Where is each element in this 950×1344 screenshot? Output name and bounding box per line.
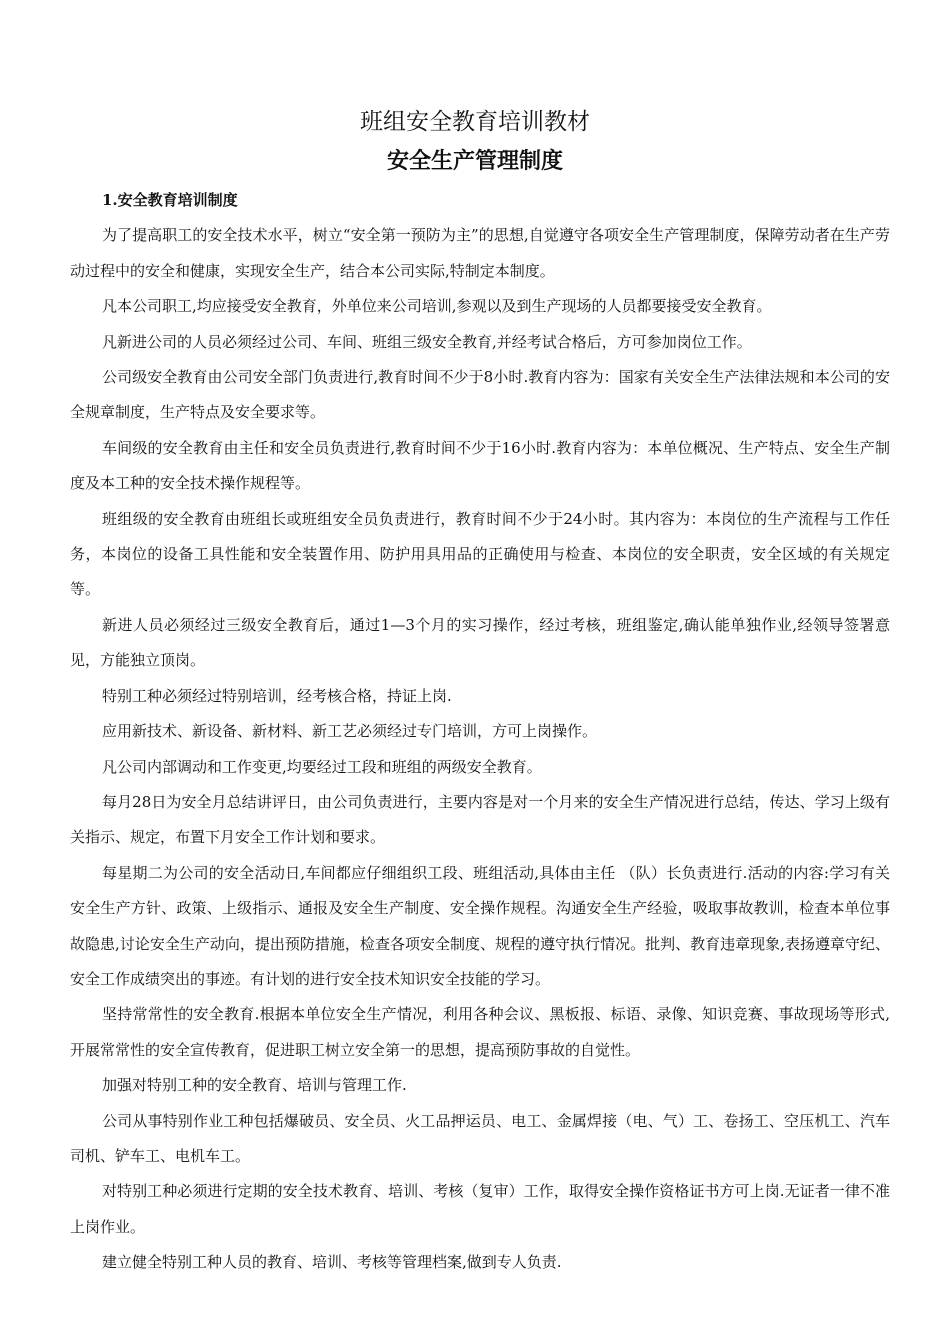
document-body: [70, 183, 890, 1281]
paragraph: 加强对特别工种的安全教育、培训与管理工作.: [102, 1076, 407, 1095]
paragraph: 每星期二为公司的安全活动日,车间都应仔细组织工段、班组活动,具体由主任 （队）长负责进行.活动的内容:学习有关安全生产方针、政策、上级指示、通报及安全生产制度、安全操作规程。沟通安全生产经验，吸取事故教训，检查本单位事故隐患,讨论安全生产动向，提出预防措施，检查各项安全制度、规程的遵守执行情况。批判、教育违章现象,表扬遵章守纪、安全工作成绩突出的事迹。有计划的进行安全技术知识安全技能的学习。: [70, 863, 890, 988]
paragraph: 车间级的安全教育由主任和安全员负责进行,教育时间不少于16小时.教育内容为：本单位概况、生产特点、安全生产制度及本工种的安全技术操作规程等。: [70, 438, 890, 493]
paragraph: 为了提高职工的安全技术水平，树立“安全第一预防为主”的思想,自觉遵守各项安全生产管理制度，保障劳动者在生产劳动过程中的安全和健康，实现安全生产，结合本公司实际,特制定本制度。: [70, 226, 890, 280]
paragraph: 凡公司内部调动和工作变更,均要经过工段和班组的两级安全教育。: [102, 757, 542, 776]
document-subtitle: 安全生产管理制度: [386, 148, 563, 174]
paragraph: 凡本公司职工,均应接受安全教育，外单位来公司培训,参观以及到生产现场的人员都要接受安全教育。: [102, 297, 772, 316]
paragraph: 公司级安全教育由公司安全部门负责进行,教育时间不少于8小时.教育内容为：国家有关安全生产法律法规和本公司的安全规章制度，生产特点及安全要求等。: [70, 368, 890, 422]
paragraph: 特别工种必须经过特别培训，经考核合格，持证上岗.: [102, 686, 452, 705]
paragraph: 对特别工种必须进行定期的安全技术教育、培训、考核（复审）工作，取得安全操作资格证书方可上岗.无证者一律不准上岗作业。: [70, 1182, 890, 1236]
paragraph: 班组级的安全教育由班组长或班组安全员负责进行，教育时间不少于24小时。其内容为：本岗位的生产流程与工作任务，本岗位的设备工具性能和安全装置作用、防护用具用品的正确使用与检查、本岗位的安全职责，安全区域的有关规定等。: [70, 509, 890, 599]
paragraph: 每月28日为安全月总结讲评日，由公司负责进行，主要内容是对一个月来的安全生产情况进行总结，传达、学习上级有关指示、规定，布置下月安全工作计划和要求。: [70, 792, 890, 847]
paragraph: 新进人员必须经过三级安全教育后，通过1—3个月的实习操作，经过考核，班组鉴定,确认能单独作业,经领导签署意见，方能独立顶岗。: [70, 615, 890, 670]
paragraph: 公司从事特别作业工种包括爆破员、安全员、火工品押运员、电工、金属焊接（电、气）工、卷扬工、空压机工、汽车司机、铲车工、电机车工。: [70, 1111, 890, 1165]
paragraph: 建立健全特别工种人员的教育、培训、考核等管理档案,做到专人负责.: [102, 1253, 562, 1272]
paragraph: 凡新进公司的人员必须经过公司、车间、班组三级安全教育,并经考试合格后，方可参加岗位工作。: [102, 332, 752, 351]
section-heading: 1.安全教育培训制度: [102, 191, 238, 209]
paragraph: 坚持常常性的安全教育.根据本单位安全生产情况，利用各种会议、黑板报、标语、录像、知识竞赛、事故现场等形式,开展常常性的安全宣传教育，促进职工树立安全第一的思想，提高预防事故的自觉性。: [70, 1005, 890, 1059]
paragraph: 应用新技术、新设备、新材料、新工艺必须经过专门培训，方可上岗操作。: [102, 722, 598, 741]
document-title: 班组安全教育培训教材: [360, 109, 590, 135]
